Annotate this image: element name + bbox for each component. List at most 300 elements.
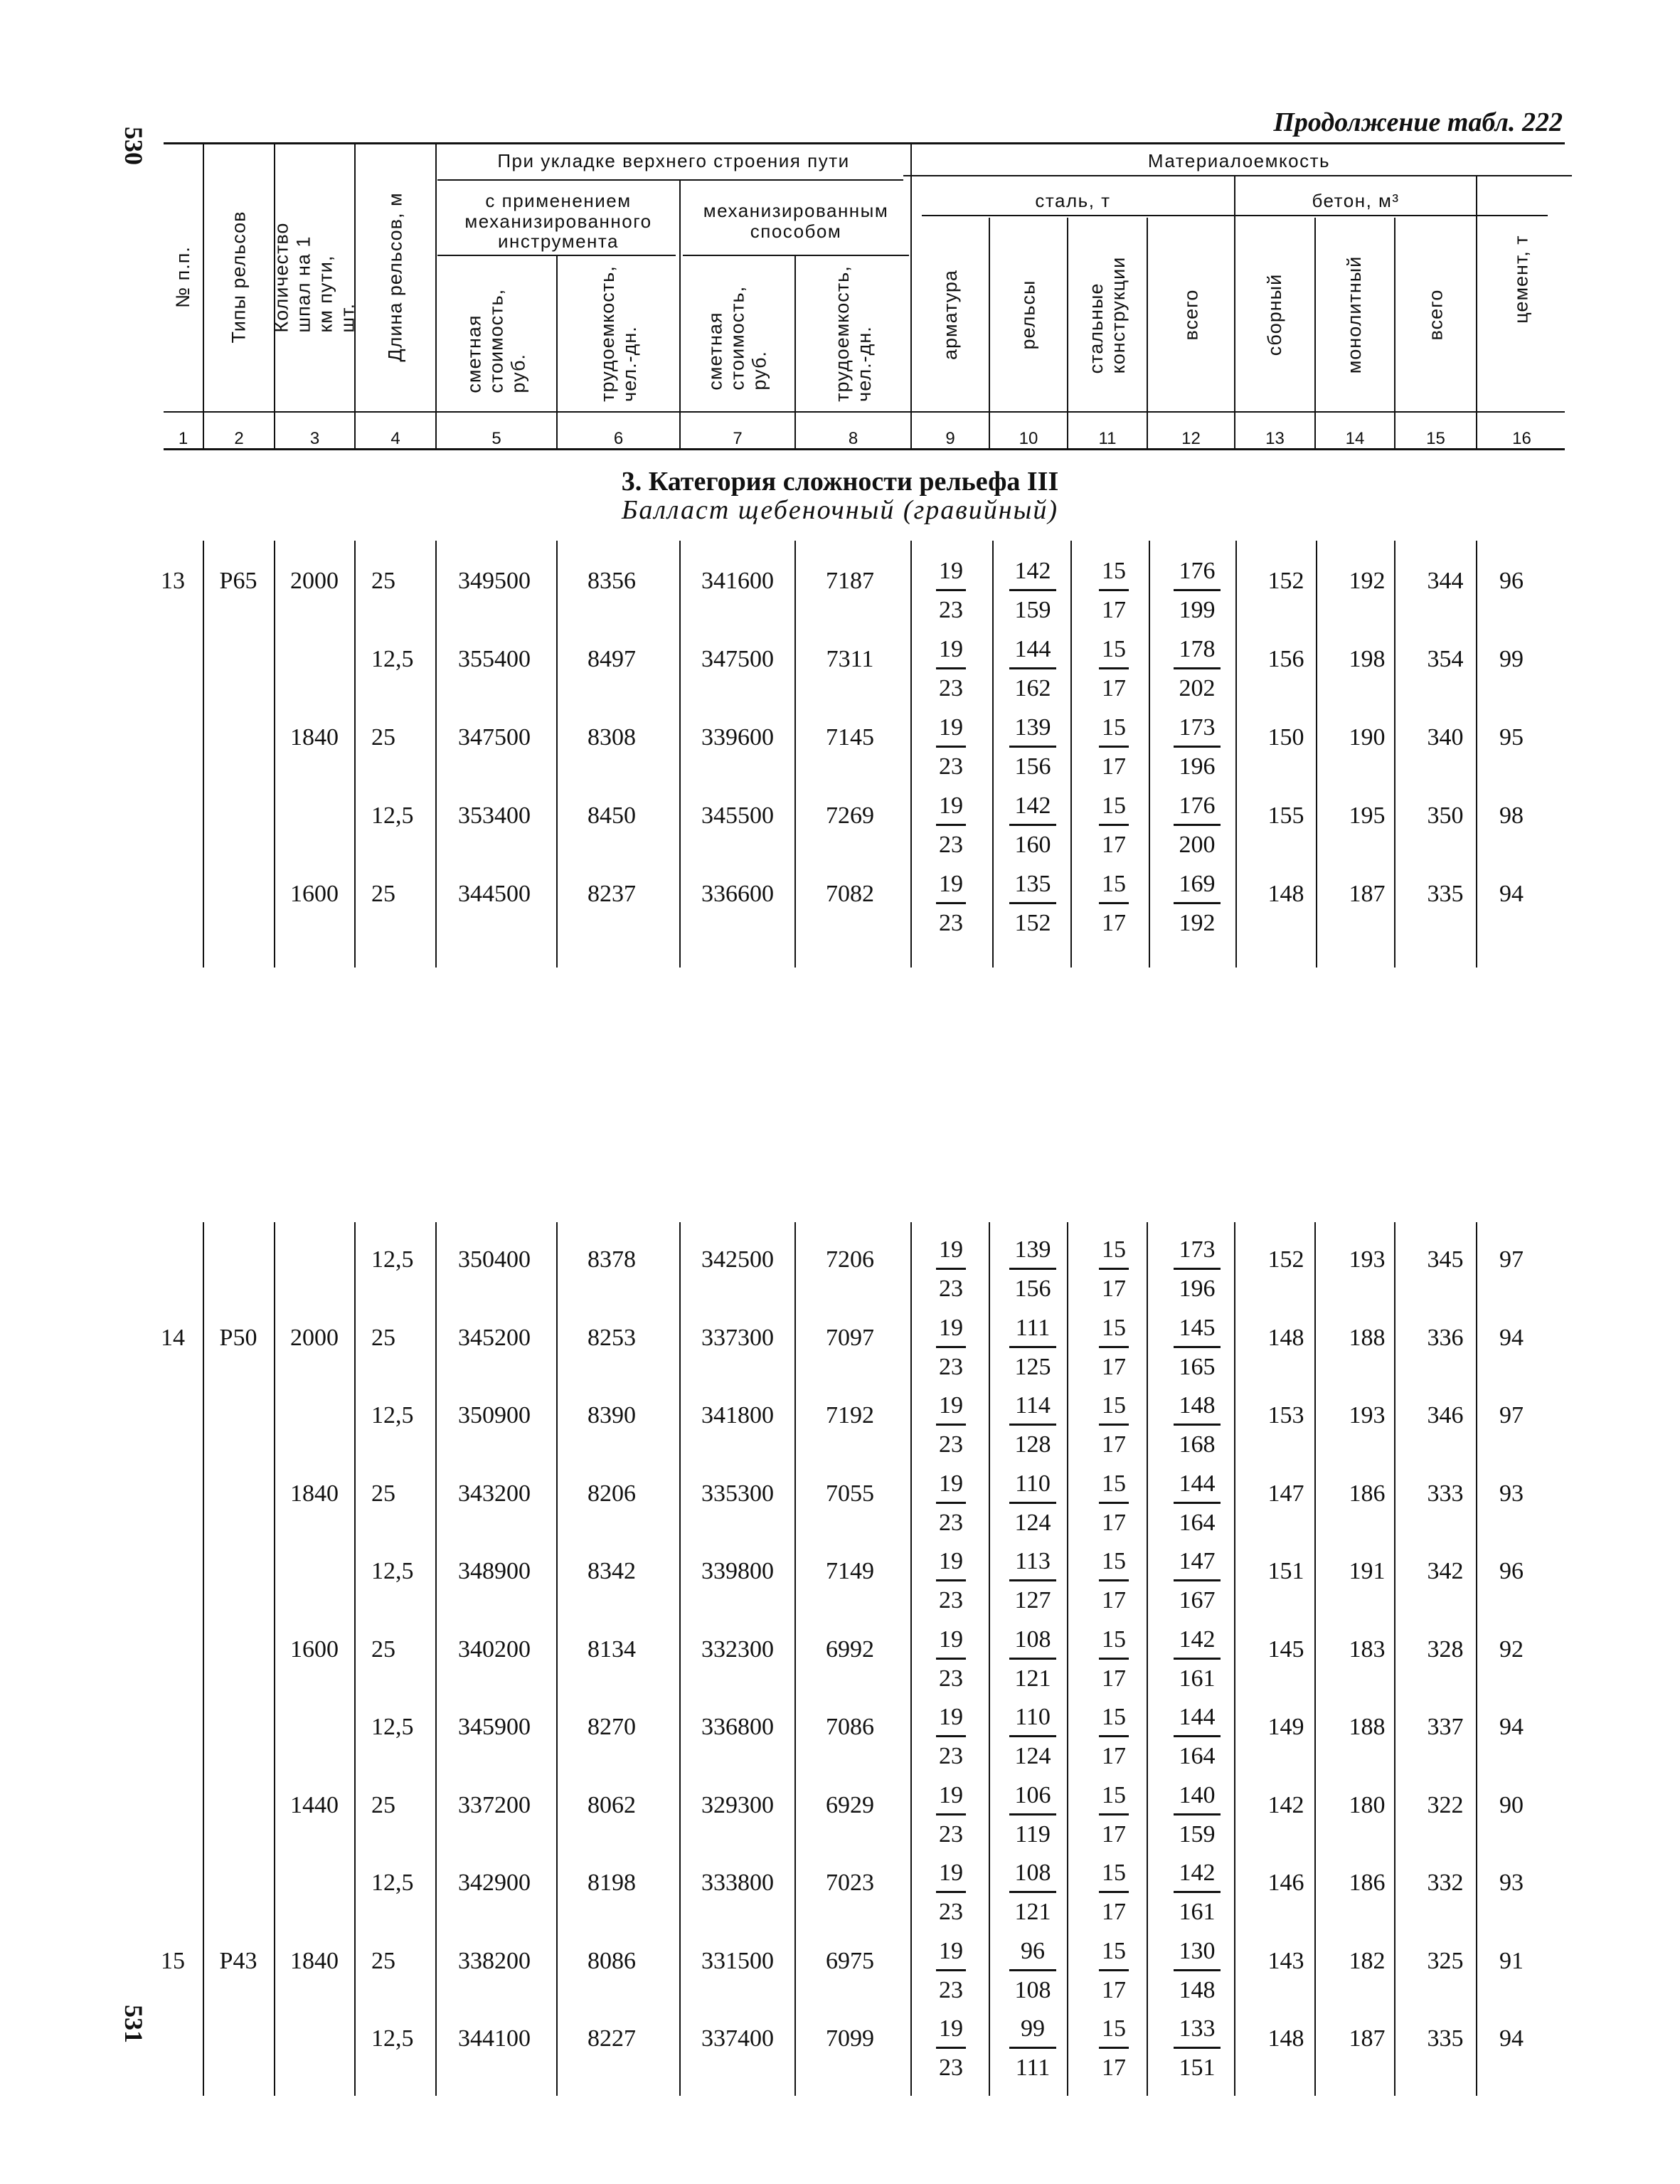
cell-labor1: 8356 xyxy=(588,568,636,594)
fraction-struct xyxy=(1071,637,1157,701)
fraction-rails xyxy=(990,794,1075,857)
fraction-struct xyxy=(1071,1861,1157,1924)
fraction-denominator: 164 xyxy=(1179,1509,1216,1536)
fraction-struct xyxy=(1071,1628,1157,1691)
fraction-arm xyxy=(908,794,994,857)
cell-conc-total: 322 xyxy=(1427,1791,1464,1818)
fraction-numerator: 19 xyxy=(939,871,963,897)
fraction-denominator: 148 xyxy=(1179,1976,1216,2003)
fraction-struct xyxy=(1071,1705,1157,1769)
header-concrete: бетон, м³ xyxy=(1312,190,1400,211)
column-number: 3 xyxy=(309,429,320,448)
cell-labor2: 6929 xyxy=(826,1791,874,1818)
fraction-denominator: 108 xyxy=(1014,1976,1051,2003)
fraction-numerator: 19 xyxy=(939,793,963,819)
fraction-rails xyxy=(990,1394,1075,1457)
cell-labor1: 8378 xyxy=(588,1246,636,1273)
fraction-denominator: 151 xyxy=(1179,2055,1216,2081)
cell-no: 14 xyxy=(161,1324,185,1351)
fraction-denominator: 23 xyxy=(939,1665,963,1692)
column-number: 8 xyxy=(848,429,858,448)
fraction-numerator: 99 xyxy=(1021,2015,1045,2042)
fraction-numerator: 135 xyxy=(1014,871,1051,897)
fraction-numerator: 19 xyxy=(939,636,963,662)
fraction-arm xyxy=(908,1861,994,1924)
fraction-arm xyxy=(908,1394,994,1457)
fraction-numerator: 142 xyxy=(1179,1860,1216,1886)
cell-conc-total: 325 xyxy=(1427,1947,1464,1974)
header-labor-1: трудоемкость, чел.-дн. xyxy=(596,265,640,402)
cell-cement: 99 xyxy=(1499,646,1524,672)
cell-precast: 148 xyxy=(1267,2025,1304,2052)
fraction-arm xyxy=(908,1783,994,1847)
header-rail-types: Типы рельсов xyxy=(228,211,250,344)
fraction-rails xyxy=(990,1939,1075,2003)
fraction-denominator: 17 xyxy=(1102,1431,1126,1458)
cell-labor1: 8390 xyxy=(588,1402,636,1428)
cell-cement: 92 xyxy=(1499,1636,1524,1663)
fraction-numerator: 139 xyxy=(1014,714,1051,741)
cell-conc-total: 340 xyxy=(1427,724,1464,751)
column-number: 6 xyxy=(613,429,624,448)
cell-cost1: 337200 xyxy=(458,1791,531,1818)
right-page-number: 531 xyxy=(119,2005,148,2043)
cell-cost2: 335300 xyxy=(701,1480,774,1507)
cell-cement: 94 xyxy=(1499,881,1524,907)
cell-labor2: 7311 xyxy=(826,646,874,672)
header-mech-tools: с применением механизированного инструмента xyxy=(464,190,652,253)
cell-sleepers: 1440 xyxy=(290,1791,339,1818)
fraction-denominator: 17 xyxy=(1102,753,1126,780)
header-no: № п.п. xyxy=(171,246,193,309)
cell-labor2: 7023 xyxy=(826,1870,874,1896)
cell-labor1: 8270 xyxy=(588,1714,636,1740)
cell-mono: 186 xyxy=(1349,1480,1386,1507)
cell-sleepers: 2000 xyxy=(290,568,339,594)
header-est-cost-2: сметная стоимость, руб. xyxy=(704,286,770,391)
cell-cement: 91 xyxy=(1499,1947,1524,1974)
header-materials: Материалоемкость xyxy=(1147,150,1331,171)
fraction-numerator: 133 xyxy=(1179,2015,1216,2042)
fraction-rails xyxy=(990,716,1075,779)
fraction-struct xyxy=(1071,1238,1157,1301)
fraction-numerator: 15 xyxy=(1102,1626,1126,1653)
cell-labor2: 7097 xyxy=(826,1324,874,1351)
fraction-denominator: 119 xyxy=(1015,1820,1051,1848)
column-number: 12 xyxy=(1181,429,1201,448)
fraction-arm xyxy=(908,1705,994,1769)
cell-precast: 155 xyxy=(1267,802,1304,829)
cell-length: 12,5 xyxy=(371,646,414,672)
fraction-denominator: 128 xyxy=(1014,1431,1051,1458)
cell-cement: 94 xyxy=(1499,1324,1524,1351)
fraction-struct xyxy=(1071,1316,1157,1379)
cell-mono: 188 xyxy=(1349,1324,1386,1351)
cell-mono: 192 xyxy=(1349,568,1386,594)
section-subtitle: Балласт щебеночный (гравийный) xyxy=(621,495,1059,525)
fraction-arm xyxy=(908,872,994,935)
fraction-denominator: 23 xyxy=(939,675,963,701)
fraction-denominator: 17 xyxy=(1102,1276,1126,1302)
laying-methods-rule-2 xyxy=(683,255,909,256)
cell-length: 25 xyxy=(371,1636,395,1663)
cell-precast: 146 xyxy=(1267,1870,1304,1896)
cell-cost2: 332300 xyxy=(701,1636,774,1663)
fraction-denominator: 127 xyxy=(1014,1587,1051,1613)
cell-cost1: 344500 xyxy=(458,881,531,907)
fraction-denominator: 124 xyxy=(1014,1509,1051,1536)
fraction-numerator: 19 xyxy=(939,1548,963,1574)
fraction-struct xyxy=(1071,872,1157,935)
fraction-struct xyxy=(1071,716,1157,779)
column-number: 4 xyxy=(390,429,400,448)
cell-cement: 93 xyxy=(1499,1480,1524,1507)
fraction-denominator: 167 xyxy=(1179,1587,1216,1613)
fraction-rails xyxy=(990,1628,1075,1691)
column-number: 16 xyxy=(1512,429,1531,448)
fraction-denominator: 17 xyxy=(1102,910,1126,936)
cell-cement: 95 xyxy=(1499,724,1524,751)
cell-length: 25 xyxy=(371,724,395,751)
fraction-numerator: 15 xyxy=(1102,1937,1126,1964)
fraction-denominator: 17 xyxy=(1102,1899,1126,1925)
fraction-numerator: 15 xyxy=(1102,1781,1126,1808)
header-rails: рельсы xyxy=(1017,280,1039,350)
cell-cement: 98 xyxy=(1499,802,1524,829)
fraction-rails xyxy=(990,2017,1075,2080)
fraction-numerator: 142 xyxy=(1014,558,1051,584)
fraction-numerator: 19 xyxy=(939,1236,963,1263)
cell-conc-total: 342 xyxy=(1427,1558,1464,1584)
fraction-arm xyxy=(908,1628,994,1691)
fraction-numerator: 173 xyxy=(1179,714,1216,741)
cell-sleepers: 1600 xyxy=(290,881,339,907)
fraction-numerator: 176 xyxy=(1179,793,1216,819)
fraction-denominator: 23 xyxy=(939,1587,963,1613)
fraction-denominator: 23 xyxy=(939,753,963,780)
fraction-numerator: 15 xyxy=(1102,1392,1126,1419)
fraction-denominator: 23 xyxy=(939,1820,963,1848)
fraction-denominator: 165 xyxy=(1179,1353,1216,1380)
fraction-numerator: 15 xyxy=(1102,1470,1126,1497)
cell-sleepers: 1600 xyxy=(290,1636,339,1663)
header-mech-method: механизированным способом xyxy=(703,200,889,242)
cell-cost1: 345900 xyxy=(458,1714,531,1740)
cell-labor2: 7192 xyxy=(826,1402,874,1428)
cell-cost1: 340200 xyxy=(458,1636,531,1663)
cell-precast: 143 xyxy=(1267,1947,1304,1974)
cell-precast: 148 xyxy=(1267,1324,1304,1351)
fraction-denominator: 124 xyxy=(1014,1743,1051,1769)
fraction-arm xyxy=(908,637,994,701)
fraction-numerator: 173 xyxy=(1179,1236,1216,1263)
header-est-cost-1: сметная стоимость, руб. xyxy=(463,289,529,393)
cell-labor2: 7055 xyxy=(826,1480,874,1507)
cell-cost1: 355400 xyxy=(458,646,531,672)
fraction-rails xyxy=(990,559,1075,622)
cell-labor1: 8237 xyxy=(588,881,636,907)
fraction-arm xyxy=(908,1549,994,1613)
fraction-denominator: 152 xyxy=(1014,910,1051,936)
fraction-rails xyxy=(990,1238,1075,1301)
cell-mono: 191 xyxy=(1349,1558,1386,1584)
fraction-numerator: 15 xyxy=(1102,1236,1126,1263)
cell-labor1: 8198 xyxy=(588,1870,636,1896)
cell-precast: 151 xyxy=(1267,1558,1304,1584)
cell-cost2: 336600 xyxy=(701,881,774,907)
fraction-numerator: 110 xyxy=(1015,1470,1051,1497)
fraction-numerator: 114 xyxy=(1015,1392,1051,1419)
cell-cost2: 339800 xyxy=(701,1558,774,1584)
left-page-number: 530 xyxy=(119,127,148,165)
cell-cost1: 348900 xyxy=(458,1558,531,1584)
cell-labor2: 6992 xyxy=(826,1636,874,1663)
cell-length: 12,5 xyxy=(371,1714,414,1740)
cell-mono: 180 xyxy=(1349,1791,1386,1818)
cell-precast: 149 xyxy=(1267,1714,1304,1740)
cell-cost2: 331500 xyxy=(701,1947,774,1974)
cell-sleepers: 1840 xyxy=(290,1947,339,1974)
cell-mono: 188 xyxy=(1349,1714,1386,1740)
fraction-numerator: 148 xyxy=(1179,1392,1216,1419)
header-monolithic: монолитный xyxy=(1344,256,1366,374)
fraction-numerator: 110 xyxy=(1015,1704,1051,1730)
cell-length: 12,5 xyxy=(371,1246,414,1273)
fraction-rails xyxy=(990,637,1075,701)
fraction-numerator: 15 xyxy=(1102,2015,1126,2042)
cell-cost2: 339600 xyxy=(701,724,774,751)
column-number: 15 xyxy=(1426,429,1445,448)
cell-mono: 187 xyxy=(1349,2025,1386,2052)
fraction-denominator: 23 xyxy=(939,832,963,858)
header-rail-length: Длина рельсов, м xyxy=(384,192,406,363)
fraction-denominator: 202 xyxy=(1179,675,1216,701)
header-armature: арматура xyxy=(939,270,961,361)
cell-mono: 183 xyxy=(1349,1636,1386,1663)
fraction-struct xyxy=(1071,794,1157,857)
fraction-denominator: 200 xyxy=(1179,832,1216,858)
cell-cement: 97 xyxy=(1499,1402,1524,1428)
cell-precast: 142 xyxy=(1267,1791,1304,1818)
fraction-numerator: 19 xyxy=(939,1704,963,1730)
fraction-numerator: 113 xyxy=(1015,1548,1051,1574)
fraction-denominator: 17 xyxy=(1102,1353,1126,1380)
fraction-denominator: 159 xyxy=(1014,597,1051,623)
cell-precast: 156 xyxy=(1267,646,1304,672)
fraction-numerator: 15 xyxy=(1102,714,1126,741)
cell-cost1: 338200 xyxy=(458,1947,531,1974)
fraction-denominator: 199 xyxy=(1179,597,1216,623)
cell-cost2: 329300 xyxy=(701,1791,774,1818)
header-laying-group: При укладке верхнего строения пути xyxy=(497,150,850,171)
fraction-numerator: 19 xyxy=(939,1470,963,1497)
materials-top-rule xyxy=(903,175,1572,176)
cell-cost2: 345500 xyxy=(701,802,774,829)
header-labor-2: трудоемкость, чел.-дн. xyxy=(831,265,875,402)
column-number: 2 xyxy=(234,429,244,448)
cell-sleepers: 2000 xyxy=(290,1324,339,1351)
cell-type: Р43 xyxy=(219,1947,257,1974)
fraction-denominator: 156 xyxy=(1014,1276,1051,1302)
fraction-struct xyxy=(1071,1549,1157,1613)
cell-length: 25 xyxy=(371,1324,395,1351)
cell-conc-total: 333 xyxy=(1427,1480,1464,1507)
table-continuation-label: Продолжение табл. 222 xyxy=(1273,107,1563,137)
fraction-denominator: 17 xyxy=(1102,1587,1126,1613)
cell-labor2: 6975 xyxy=(826,1947,874,1974)
cell-length: 12,5 xyxy=(371,1402,414,1428)
cell-precast: 153 xyxy=(1267,1402,1304,1428)
fraction-denominator: 111 xyxy=(1015,2055,1051,2081)
cell-no: 13 xyxy=(161,568,185,594)
cell-cost2: 342500 xyxy=(701,1246,774,1273)
fraction-denominator: 17 xyxy=(1102,597,1126,623)
fraction-struct xyxy=(1071,1472,1157,1535)
fraction-arm xyxy=(908,1939,994,2003)
cell-cost1: 344100 xyxy=(458,2025,531,2052)
fraction-denominator: 168 xyxy=(1179,1431,1216,1458)
fraction-numerator: 19 xyxy=(939,2015,963,2042)
cell-mono: 186 xyxy=(1349,1870,1386,1896)
fraction-numerator: 139 xyxy=(1014,1236,1051,1263)
fraction-denominator: 23 xyxy=(939,1353,963,1380)
cell-conc-total: 344 xyxy=(1427,568,1464,594)
fraction-denominator: 156 xyxy=(1014,753,1051,780)
fraction-numerator: 15 xyxy=(1102,1548,1126,1574)
fraction-numerator: 19 xyxy=(939,1781,963,1808)
cell-precast: 152 xyxy=(1267,1246,1304,1273)
cell-precast: 147 xyxy=(1267,1480,1304,1507)
header-steel: сталь, т xyxy=(1035,190,1111,211)
cell-labor2: 7149 xyxy=(826,1558,874,1584)
cell-cost1: 349500 xyxy=(458,568,531,594)
fraction-struct xyxy=(1071,559,1157,622)
cell-cost2: 347500 xyxy=(701,646,774,672)
fraction-denominator: 23 xyxy=(939,2055,963,2081)
fraction-denominator: 17 xyxy=(1102,832,1126,858)
fraction-numerator: 142 xyxy=(1179,1626,1216,1653)
fraction-arm xyxy=(908,2017,994,2080)
cell-length: 12,5 xyxy=(371,1558,414,1584)
header-precast: сборный xyxy=(1263,274,1285,356)
fraction-rails xyxy=(990,1783,1075,1847)
fraction-numerator: 111 xyxy=(1015,1314,1051,1341)
cell-cement: 96 xyxy=(1499,1558,1524,1584)
cell-length: 25 xyxy=(371,1791,395,1818)
cell-length: 25 xyxy=(371,1947,395,1974)
fraction-denominator: 121 xyxy=(1014,1665,1051,1692)
cell-labor1: 8086 xyxy=(588,1947,636,1974)
cell-conc-total: 328 xyxy=(1427,1636,1464,1663)
fraction-rails xyxy=(990,1861,1075,1924)
cell-conc-total: 345 xyxy=(1427,1246,1464,1273)
fraction-numerator: 96 xyxy=(1021,1937,1045,1964)
cell-labor2: 7099 xyxy=(826,2025,874,2052)
cell-labor1: 8227 xyxy=(588,2025,636,2052)
fraction-numerator: 108 xyxy=(1014,1860,1051,1886)
cell-cost2: 337400 xyxy=(701,2025,774,2052)
cell-sleepers: 1840 xyxy=(290,724,339,751)
cell-length: 12,5 xyxy=(371,2025,414,2052)
fraction-denominator: 162 xyxy=(1014,675,1051,701)
fraction-denominator: 161 xyxy=(1179,1899,1216,1925)
fraction-denominator: 159 xyxy=(1179,1820,1216,1848)
column-divider xyxy=(203,541,204,968)
column-number: 5 xyxy=(491,429,501,448)
fraction-denominator: 17 xyxy=(1102,1509,1126,1536)
fraction-denominator: 23 xyxy=(939,1276,963,1302)
header-bottom-rule xyxy=(164,411,1565,413)
cell-labor2: 7145 xyxy=(826,724,874,751)
cell-type: Р65 xyxy=(219,568,257,594)
fraction-denominator: 17 xyxy=(1102,1743,1126,1769)
fraction-denominator: 17 xyxy=(1102,675,1126,701)
fraction-denominator: 125 xyxy=(1014,1353,1051,1380)
fraction-arm xyxy=(908,1472,994,1535)
fraction-denominator: 192 xyxy=(1179,910,1216,936)
cell-cement: 96 xyxy=(1499,568,1524,594)
fraction-arm xyxy=(908,1238,994,1301)
cell-cost1: 353400 xyxy=(458,802,531,829)
cell-labor1: 8206 xyxy=(588,1480,636,1507)
column-number: 1 xyxy=(178,429,188,448)
fraction-numerator: 15 xyxy=(1102,1704,1126,1730)
fraction-arm xyxy=(908,716,994,779)
fraction-numerator: 130 xyxy=(1179,1937,1216,1964)
cell-cement: 97 xyxy=(1499,1246,1524,1273)
fraction-numerator: 147 xyxy=(1179,1548,1216,1574)
cell-conc-total: 335 xyxy=(1427,2025,1464,2052)
cell-sleepers: 1840 xyxy=(290,1480,339,1507)
cell-conc-total: 354 xyxy=(1427,646,1464,672)
fraction-denominator: 23 xyxy=(939,910,963,936)
cell-mono: 195 xyxy=(1349,802,1386,829)
cell-cost2: 333800 xyxy=(701,1870,774,1896)
cell-cement: 94 xyxy=(1499,1714,1524,1740)
fraction-numerator: 106 xyxy=(1014,1781,1051,1808)
fraction-numerator: 15 xyxy=(1102,636,1126,662)
fraction-rails xyxy=(990,1549,1075,1613)
cell-conc-total: 337 xyxy=(1427,1714,1464,1740)
cell-conc-total: 346 xyxy=(1427,1402,1464,1428)
fraction-numerator: 176 xyxy=(1179,558,1216,584)
column-number: 14 xyxy=(1345,429,1365,448)
fraction-denominator: 17 xyxy=(1102,2055,1126,2081)
cell-mono: 187 xyxy=(1349,881,1386,907)
cell-labor2: 7206 xyxy=(826,1246,874,1273)
fraction-numerator: 19 xyxy=(939,1860,963,1886)
fraction-rails xyxy=(990,872,1075,935)
cell-cost1: 342900 xyxy=(458,1870,531,1896)
cell-length: 25 xyxy=(371,568,395,594)
fraction-numerator: 19 xyxy=(939,558,963,584)
fraction-numerator: 19 xyxy=(939,714,963,741)
cell-conc-total: 335 xyxy=(1427,881,1464,907)
column-number: 10 xyxy=(1019,429,1038,448)
fraction-numerator: 178 xyxy=(1179,636,1216,662)
cell-length: 25 xyxy=(371,881,395,907)
cell-cement: 94 xyxy=(1499,2025,1524,2052)
cell-labor2: 7082 xyxy=(826,881,874,907)
fraction-denominator: 160 xyxy=(1014,832,1051,858)
cell-mono: 198 xyxy=(1349,646,1386,672)
fraction-denominator: 121 xyxy=(1014,1899,1051,1925)
fraction-denominator: 23 xyxy=(939,597,963,623)
cell-precast: 150 xyxy=(1267,724,1304,751)
cell-cost1: 347500 xyxy=(458,724,531,751)
fraction-rails xyxy=(990,1705,1075,1769)
fraction-denominator: 23 xyxy=(939,1976,963,2003)
